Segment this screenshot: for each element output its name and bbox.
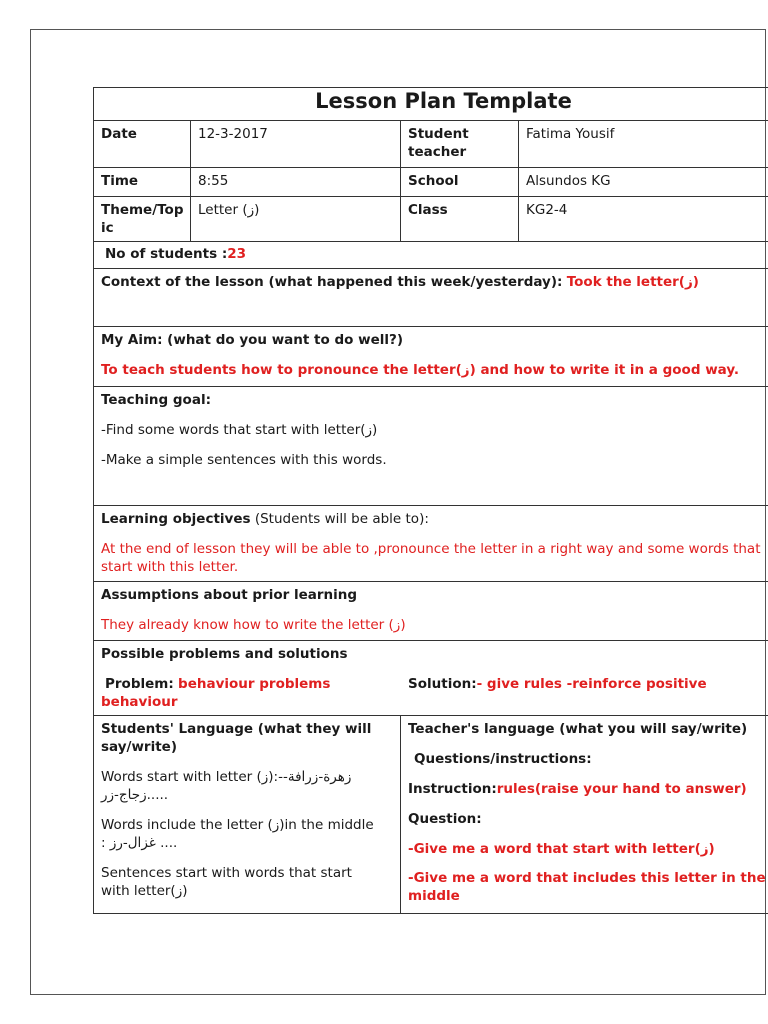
assumptions-label: Assumptions about prior learning xyxy=(101,587,358,603)
school-value: Alsundos KG xyxy=(519,168,768,197)
solution-value: - give rules -reinforce positive xyxy=(476,676,707,692)
teachers-language-label: Teacher's language (what you will say/write) xyxy=(408,721,748,737)
problems-row xyxy=(94,641,768,716)
question-label: Question: xyxy=(408,811,482,827)
theme-value: Letter (ز) xyxy=(191,197,401,242)
students-language-cell xyxy=(94,716,401,914)
aim-label: My Aim: (what do you want to do well?) xyxy=(101,332,404,348)
assumptions-row xyxy=(94,582,768,641)
teaching-goal-label: Teaching goal: xyxy=(101,392,211,408)
theme-row xyxy=(94,197,768,242)
title-row xyxy=(94,88,768,121)
date-value: 12-3-2017 xyxy=(191,121,401,168)
students-label: No of students : xyxy=(105,246,228,262)
teaching-goal-row xyxy=(94,387,768,506)
date-label: Date xyxy=(94,121,191,168)
time-row xyxy=(94,168,768,197)
objectives-row xyxy=(94,506,768,582)
class-label: Class xyxy=(401,197,519,242)
date-row xyxy=(94,121,768,168)
aim-row xyxy=(94,327,768,387)
words-middle-text: Words include the letter (ز)in the middle : غزال-رز .... xyxy=(101,817,374,851)
class-value: KG2-4 xyxy=(519,197,768,242)
objectives-label-note: (Students will be able to): xyxy=(250,511,429,527)
language-row xyxy=(94,716,768,914)
objectives-value: At the end of lesson they will be able to ,pronounce the letter in a right way and some words that start with this letter. xyxy=(101,541,761,575)
context-value: Took the letter(ز) xyxy=(566,274,699,290)
page-title: Lesson Plan Template xyxy=(94,88,768,121)
teachers-language-cell xyxy=(401,716,768,914)
questions-instructions-label: Questions/instructions: xyxy=(414,751,592,767)
student-teacher-label: Student teacher xyxy=(401,121,519,168)
students-value: 23 xyxy=(227,246,247,262)
theme-label: Theme/Topic xyxy=(94,197,191,242)
words-start-text: Words start with letter (ز):-زهرة-زرافة-زجاج-زر..... xyxy=(101,769,352,803)
problem-label: Problem: xyxy=(105,676,174,692)
problem-value: behaviour problems behaviour xyxy=(101,676,331,710)
question-2: -Give me a word that includes this letter in the middle xyxy=(408,870,766,904)
students-row xyxy=(94,242,768,269)
objectives-label: Learning objectives xyxy=(101,511,251,527)
aim-value: To teach students how to pronounce the letter(ز) and how to write it in a good way. xyxy=(101,362,740,378)
sentences-text: Sentences start with words that start with letter(ز) xyxy=(101,865,352,899)
teaching-goal-line-1: -Find some words that start with letter(ز) xyxy=(101,422,378,438)
time-value: 8:55 xyxy=(191,168,401,197)
context-label: Context of the lesson (what happened this week/yesterday): xyxy=(101,274,563,290)
assumptions-value: They already know how to write the letter (ز) xyxy=(101,617,406,633)
context-row xyxy=(94,269,768,327)
lesson-plan-table xyxy=(93,87,768,914)
time-label: Time xyxy=(94,168,191,197)
school-label: School xyxy=(401,168,519,197)
solution-label: Solution: xyxy=(408,676,477,692)
student-teacher-value: Fatima Yousif xyxy=(519,121,768,168)
students-language-label: Students' Language (what they will say/write) xyxy=(101,721,372,755)
instruction-value: rules(raise your hand to answer) xyxy=(496,781,747,797)
instruction-label: Instruction: xyxy=(408,781,497,797)
question-1: -Give me a word that start with letter(ز) xyxy=(408,841,715,857)
problems-label: Possible problems and solutions xyxy=(101,646,348,662)
teaching-goal-line-2: -Make a simple sentences with this words. xyxy=(101,452,387,468)
